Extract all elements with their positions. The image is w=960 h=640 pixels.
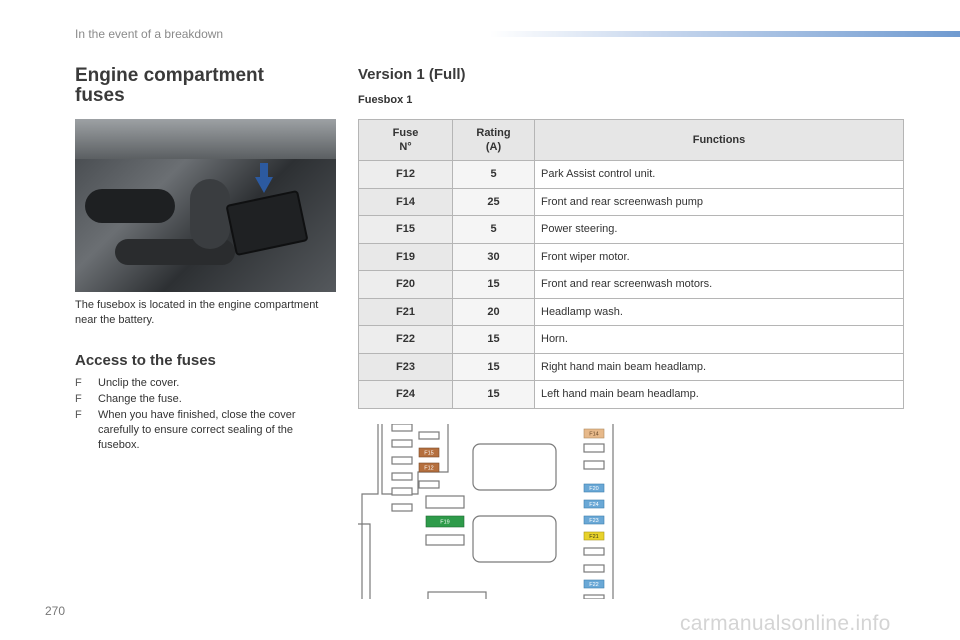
fuse-cell: F20 (359, 271, 453, 299)
diagram-fuse-slot (392, 473, 412, 480)
fuse-cell: F14 (359, 188, 453, 216)
fuse-cell: F24 (359, 381, 453, 409)
table-row (359, 298, 904, 326)
table-row (359, 353, 904, 381)
diagram-fuse-slot (584, 461, 604, 469)
rating-cell: 30 (453, 243, 535, 271)
header-functions: Functions (535, 120, 904, 161)
fuse-cell: F22 (359, 326, 453, 354)
table-row (359, 326, 904, 354)
fusebox-label: Fuesbox 1 (358, 94, 413, 106)
diagram-fuse-slot (584, 444, 604, 452)
fuse-cell: F12 (359, 161, 453, 189)
diagram-fuse-slot (419, 432, 439, 439)
fuse-cell: F15 (359, 216, 453, 244)
header-accent-bar (490, 31, 960, 37)
page-title (75, 66, 315, 106)
header-rating: Rating (A) (453, 120, 535, 161)
fuse-cell: F23 (359, 353, 453, 381)
steps-list (75, 376, 330, 454)
fuse-cell: F21 (359, 298, 453, 326)
bullet-icon: F (75, 377, 82, 389)
table-row (359, 271, 904, 299)
table-row (359, 381, 904, 409)
access-title: Access to the fuses (75, 352, 216, 369)
page-title-line1: Engine compartment (75, 65, 264, 86)
rating-cell: 20 (453, 298, 535, 326)
fuse-f24-label: F24 (589, 502, 599, 508)
function-cell: Front and rear screenwash pump (535, 188, 904, 216)
diagram-fuse-slot (392, 424, 412, 431)
function-cell: Headlamp wash. (535, 298, 904, 326)
diagram-relay (426, 535, 464, 545)
table-header-row (359, 120, 904, 161)
table-row (359, 161, 904, 189)
fuse-f21-label: F21 (589, 534, 599, 540)
fuse-cell: F19 (359, 243, 453, 271)
diagram-fuse-slot (392, 488, 412, 495)
diagram-large-relay (473, 444, 556, 490)
rating-cell: 25 (453, 188, 535, 216)
table-row (359, 216, 904, 244)
function-cell: Power steering. (535, 216, 904, 244)
rating-cell: 5 (453, 161, 535, 189)
function-cell: Left hand main beam headlamp. (535, 381, 904, 409)
list-item: F Change the fuse. (75, 393, 182, 405)
rating-cell: 15 (453, 271, 535, 299)
diagram-fuse-slot (392, 504, 412, 511)
table-row (359, 188, 904, 216)
diagram-fuse-slot (392, 440, 412, 447)
photo-arrow-icon (255, 177, 273, 193)
diagram-large-relay (473, 516, 556, 562)
diagram-outline (358, 524, 370, 599)
photo-caption: The fusebox is located in the engine compartment near the battery. (75, 299, 319, 326)
rating-cell: 15 (453, 381, 535, 409)
photo-fusebox (225, 190, 308, 256)
diagram-fuse-slot (392, 457, 412, 464)
diagram-relay (426, 496, 464, 508)
list-item: F Unclip the cover. (75, 377, 180, 389)
function-cell: Park Assist control unit. (535, 161, 904, 189)
function-cell: Front wiper motor. (535, 243, 904, 271)
fuse-f14-label: F14 (589, 431, 599, 438)
diagram-fuse-slot (584, 595, 604, 599)
function-cell: Front and rear screenwash motors. (535, 271, 904, 299)
diagram-relay (428, 592, 486, 599)
photo-hose (85, 189, 175, 223)
page-title-line2: fuses (75, 85, 125, 106)
rating-cell: 15 (453, 326, 535, 354)
fuse-f15-label: F15 (424, 450, 434, 457)
table-row (359, 243, 904, 271)
fuse-f22-label: F22 (589, 582, 599, 588)
function-cell: Right hand main beam headlamp. (535, 353, 904, 381)
diagram-fuse-slot (419, 481, 439, 488)
section-label: In the event of a breakdown (75, 27, 224, 41)
photo-hood (75, 119, 336, 159)
page-number: 270 (45, 604, 66, 618)
function-cell: Horn. (535, 326, 904, 354)
fusebox-diagram (358, 424, 620, 599)
list-item: F When you have finished, close the cover carefully to ensure correct sealing of the fusebox. (75, 409, 296, 451)
engine-compartment-photo (75, 119, 336, 292)
fuse-f23-label: F23 (589, 518, 599, 524)
bullet-icon: F (75, 393, 82, 405)
diagram-fuse-slot (584, 548, 604, 555)
fuse-table (358, 119, 904, 409)
watermark: carmanualsonline.info (680, 612, 891, 635)
photo-part (190, 179, 230, 249)
bullet-icon: F (75, 409, 82, 421)
fuse-f20-label: F20 (589, 486, 599, 492)
version-title: Version 1 (Full) (358, 66, 466, 83)
rating-cell: 5 (453, 216, 535, 244)
rating-cell: 15 (453, 353, 535, 381)
diagram-fuse-slot (584, 565, 604, 572)
fuse-f19-label: F19 (440, 519, 450, 526)
fuse-f12-label: F12 (424, 465, 434, 472)
header-fuse: Fuse N° (359, 120, 453, 161)
